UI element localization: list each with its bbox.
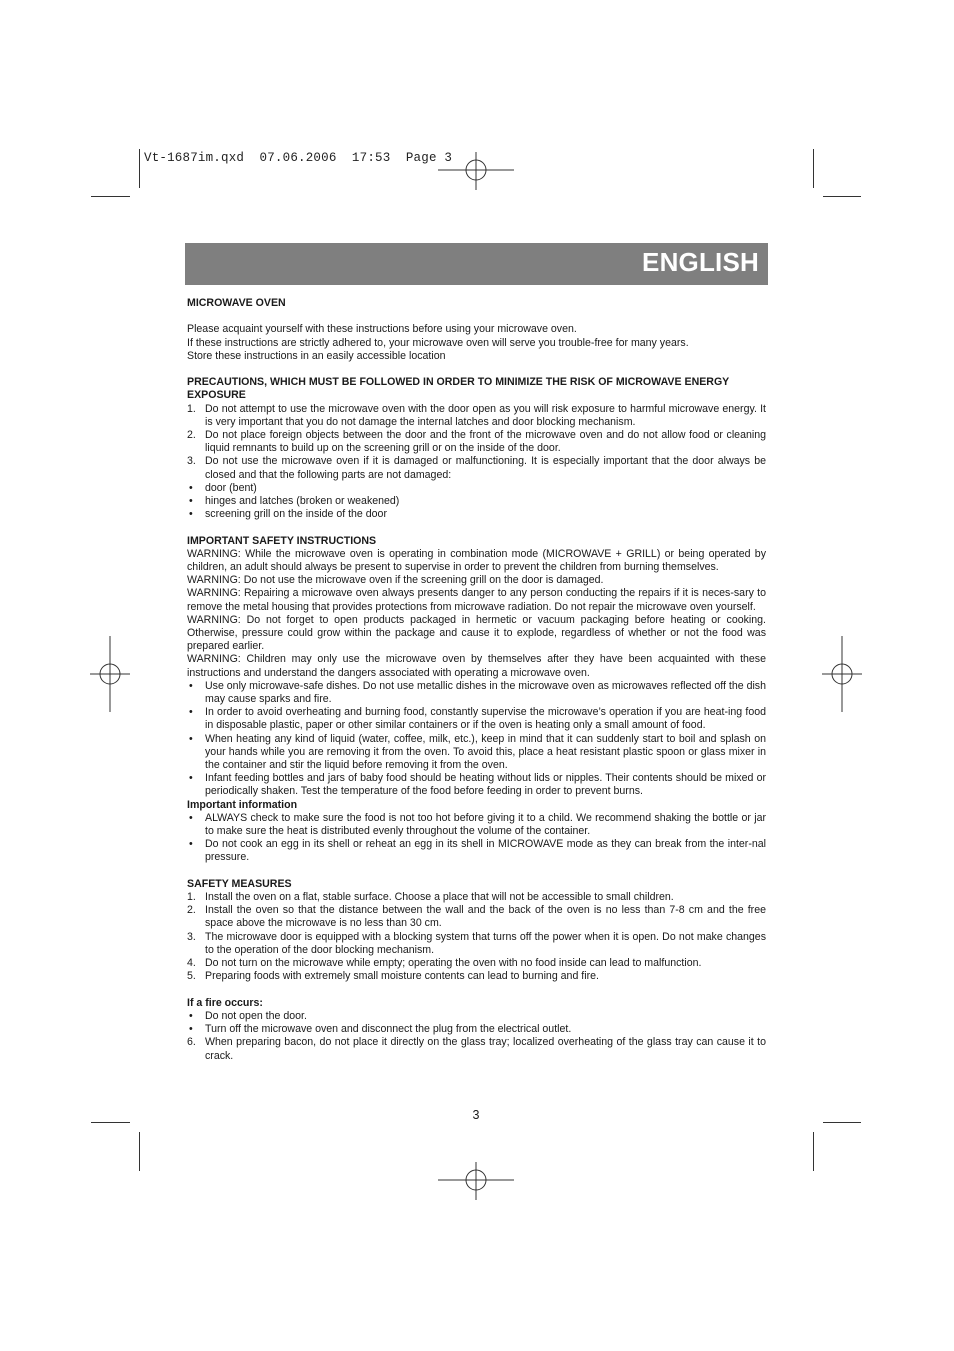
warning-paragraph: WARNING: While the microwave oven is operating in combination mode (MICROWAVE + GRILL) or being operated by children, an adult should always be present to supervise in order to prevent the children from burning themselves.	[187, 547, 766, 574]
list-item-text: Install the oven so that the distance between the wall and the back of the oven is no less than 7-8 cm and the free space above the microwave is no less than 30 cm.	[205, 904, 766, 930]
list-number: 5.	[187, 970, 196, 983]
list-item-text: door (bent)	[205, 481, 257, 494]
bullet-marker: •	[189, 679, 193, 692]
fire-list	[187, 1010, 766, 1063]
crop-mark-bottom-right-v	[813, 1132, 814, 1171]
bullet-marker: •	[189, 811, 193, 824]
list-item-text: The microwave door is equipped with a blocking system that turns off the power when it is open. Do not make changes to the operation of the door blocking mechanism.	[205, 930, 766, 956]
list-item-text: ALWAYS check to make sure the food is not too hot before giving it to a child. We recommend shaking the bottle or jar to make sure the heat is distributed evenly throughout the volume of the container.	[205, 811, 766, 838]
list-item	[187, 1010, 766, 1023]
safety-measures-list	[187, 891, 766, 983]
bullet-marker: •	[189, 481, 193, 494]
bullet-marker: •	[189, 838, 193, 851]
list-item	[187, 772, 766, 798]
list-item	[187, 970, 766, 983]
safety-measures-heading: SAFETY MEASURES	[187, 877, 292, 890]
crop-mark-bottom-right-h	[823, 1122, 861, 1123]
warning-paragraph: WARNING: Repairing a microwave oven always presents danger to any person conducting the repairs if it is neces-sary to remove the metal housing that provides protections from microwave radiation. Do not repair the microwave oven yourself.	[187, 587, 766, 613]
list-item	[187, 957, 766, 970]
safety-bullet-list	[187, 680, 766, 799]
bullet-marker: •	[189, 732, 193, 745]
list-number: 3.	[187, 930, 196, 943]
fire-heading: If a fire occurs:	[187, 996, 263, 1009]
list-item	[187, 429, 766, 455]
list-item-text: In order to avoid overheating and burning food, constantly supervise the microwave’s operation if you are heat-ing food in disposable plastic, paper or other similar containers or if the oven is heating only a small amount of food.	[205, 706, 766, 732]
list-item-text: Do not cook an egg in its shell or reheat an egg in its shell in MICROWAVE mode as they can break from the inter-nal pressure.	[205, 838, 766, 864]
list-item	[187, 455, 766, 481]
warning-paragraph: WARNING: Children may only use the microwave oven by themselves after they have been acquainted with these instructions and understand the dangers associated with operating a microwave oven.	[187, 653, 766, 679]
precautions-list	[187, 403, 766, 522]
list-item	[187, 838, 766, 864]
list-item-text: Do not turn on the microwave while empty; operating the oven with no food inside can lead to malfunction.	[205, 957, 702, 970]
registration-mark-left-icon	[72, 636, 148, 712]
crop-mark-bottom-left-h	[91, 1122, 130, 1123]
list-item	[187, 706, 766, 732]
list-item-text: Install the oven on a flat, stable surface. Choose a place that will not be accessible to small children.	[205, 891, 674, 904]
precautions-heading: PRECAUTIONS, WHICH MUST BE FOLLOWED IN ORDER TO MINIMIZE THE RISK OF MICROWAVE ENERGY EXPOSURE	[187, 376, 730, 402]
crop-mark-top-left-h	[91, 196, 130, 197]
list-item	[187, 495, 766, 508]
important-info-list	[187, 812, 766, 865]
crop-mark-bottom-left-v	[139, 1132, 140, 1171]
list-number: 3.	[187, 455, 196, 468]
list-item-text: Turn off the microwave oven and disconnect the plug from the electrical outlet.	[205, 1023, 572, 1036]
registration-mark-top-icon	[438, 132, 514, 208]
list-number: 2.	[187, 429, 196, 441]
bullet-marker: •	[189, 508, 193, 521]
registration-mark-right-icon	[804, 636, 880, 712]
bullet-marker: •	[189, 1023, 193, 1036]
list-item	[187, 904, 766, 930]
list-item	[187, 931, 766, 957]
crop-mark-top-left-v	[139, 149, 140, 188]
crop-mark-top-right-h	[823, 196, 861, 197]
print-slug: Vt-1687im.qxd 07.06.2006 17:53 Page 3	[144, 151, 453, 165]
list-item-text: Infant feeding bottles and jars of baby food should be heating without lids or nipples. Their contents should be mixed or periodically shaken. Test the temperature of the food before feeding in order to prevent burns.	[205, 772, 766, 798]
list-item	[187, 891, 766, 904]
list-item-text: Do not attempt to use the microwave oven with the door open as you will risk exposure to harmful microwave energy. It is very important that you do not damage the internal latches and door blocking mechanism.	[205, 402, 766, 428]
list-item	[187, 812, 766, 838]
list-item-text: Do not open the door.	[205, 1009, 307, 1022]
manual-content	[187, 297, 766, 1063]
warning-paragraph: WARNING: Do not use the microwave oven if the screening grill on the door is damaged.	[187, 574, 604, 587]
page-number: 3	[472, 1108, 480, 1122]
list-item-text: Preparing foods with extremely small moisture contents can lead to burning and fire.	[205, 970, 599, 983]
list-item-text: hinges and latches (broken or weakened)	[205, 495, 400, 508]
intro-line: Store these instructions in an easily accessible location	[187, 349, 446, 362]
bullet-marker: •	[189, 495, 193, 508]
list-item	[187, 733, 766, 773]
list-number: 1.	[187, 891, 196, 904]
list-item-text: Do not place foreign objects between the door and the front of the microwave oven and do not allow food or cleaning liquid remnants to build up on the screening grill or on the inside of the door.	[205, 429, 766, 455]
list-item	[187, 1023, 766, 1036]
list-item	[187, 482, 766, 495]
list-item-text: Do not use the microwave oven if it is damaged or malfunctioning. It is especially important that the door always be closed and that the following parts are not damaged:	[205, 455, 766, 481]
bullet-marker: •	[189, 706, 193, 719]
crop-mark-top-right-v	[813, 149, 814, 188]
list-item	[187, 680, 766, 706]
list-number: 2.	[187, 904, 196, 917]
bullet-marker: •	[189, 772, 193, 785]
list-item	[187, 403, 766, 429]
list-number: 6.	[187, 1036, 196, 1049]
list-item-text: When preparing bacon, do not place it directly on the glass tray; localized overheating of the glass tray can cause it to crack.	[205, 1036, 766, 1062]
section-title: MICROWAVE OVEN	[187, 297, 286, 309]
bullet-marker: •	[189, 1009, 193, 1022]
language-banner	[185, 243, 768, 285]
list-item-text: Use only microwave-safe dishes. Do not use metallic dishes in the microwave oven as microwaves reflected off the dish may cause sparks and fire.	[205, 679, 766, 706]
banner-title: ENGLISH	[642, 247, 759, 277]
warning-paragraph: WARNING: Do not forget to open products packaged in hermetic or vacuum packaging before heating or cooking. Otherwise, pressure could grow within the package and cause it to explode, regardless of whether or not the food was prepared earlier.	[187, 613, 766, 653]
list-number: 1.	[187, 402, 196, 415]
important-info-heading: Important information	[187, 798, 298, 811]
list-number: 4.	[187, 957, 196, 970]
intro-line: Please acquaint yourself with these instructions before using your microwave oven.	[187, 323, 577, 336]
intro-line: If these instructions are strictly adhered to, your microwave oven will serve you trouble-free for many years.	[187, 336, 689, 349]
list-item	[187, 1036, 766, 1062]
list-item-text: screening grill on the inside of the door	[205, 508, 387, 521]
safety-heading: IMPORTANT SAFETY INSTRUCTIONS	[187, 534, 377, 547]
registration-mark-bottom-icon	[438, 1142, 514, 1218]
list-item-text: When heating any kind of liquid (water, coffee, milk, etc.), keep in mind that it can suddenly start to boil and splash on your hands while you are removing it from the oven. To avoid this, place a heat resistant plastic spoon or glass mixer in the container and stir the liquid before removing it from the oven.	[205, 732, 766, 772]
list-item	[187, 508, 766, 521]
